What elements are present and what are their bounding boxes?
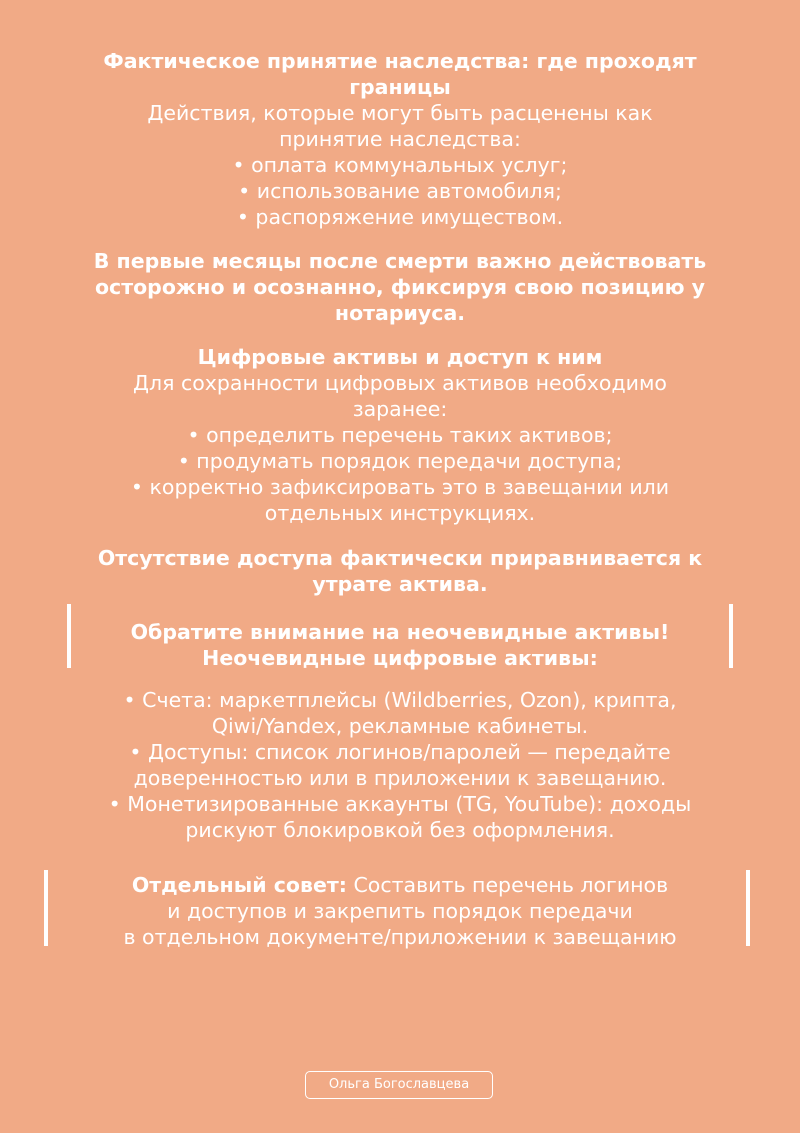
callout-non-obvious-assets — [60, 619, 740, 671]
list-item: доверенностью или в приложении к завещанию. — [133, 766, 667, 790]
notice-text: осторожно и осознанно, фиксируя свою позицию у — [94, 275, 706, 299]
notice-text: утрате актива. — [312, 572, 488, 596]
notice-text: Отсутствие доступа фактически приравнивается к — [97, 546, 703, 570]
notice-text: В первые месяцы после смерти важно действовать — [93, 249, 707, 273]
section-inheritance — [60, 48, 740, 230]
advice-label: Отдельный совет: — [131, 873, 347, 897]
list-item: • Доступы: список логинов/паролей — передайте — [129, 740, 671, 764]
assets-list — [60, 687, 740, 843]
body-text: Действия, которые могут быть расценены как — [147, 101, 653, 125]
list-item: • продумать порядок передачи доступа; — [177, 449, 623, 473]
list-item: • оплата коммунальных услуг; — [232, 153, 568, 177]
list-item: Qiwi/Yandex, рекламные кабинеты. — [211, 714, 589, 738]
body-text: Для сохранности цифровых активов необходимо — [133, 371, 667, 395]
advice-text: Составить перечень логинов — [346, 873, 669, 897]
list-item: • Монетизированные аккаунты (TG, YouTube): доходы — [108, 792, 692, 816]
list-item: • корректно зафиксировать это в завещании или — [130, 475, 670, 499]
advice-bar-left — [44, 870, 48, 946]
list-item: • Счета: маркетплейсы (Wildberries, Ozon), крипта, — [123, 688, 677, 712]
section-digital-assets — [60, 344, 740, 526]
advice-block — [60, 872, 740, 950]
notice-access-loss — [60, 545, 740, 597]
list-item: • определить перечень таких активов; — [187, 423, 613, 447]
notice-first-months — [60, 248, 740, 326]
list-item: • использование автомобиля; — [238, 179, 562, 203]
advice-line: в отдельном документе/приложении к завещанию — [123, 925, 677, 949]
author-badge: Ольга Богославцева — [305, 1071, 493, 1099]
advice-line: и доступов и закрепить порядок передачи — [167, 899, 633, 923]
section-title: Фактическое принятие наследства: где проходят — [103, 49, 697, 73]
list-item: отдельных инструкциях. — [264, 501, 536, 525]
advice-line — [60, 872, 740, 898]
advice-bar-right — [746, 870, 750, 946]
section-title: границы — [349, 75, 451, 99]
list-item: рискуют блокировкой без оформления. — [185, 818, 615, 842]
callout-text: Обратите внимание на неочевидные активы! — [130, 620, 670, 644]
callout-text: Неочевидные цифровые активы: — [202, 646, 598, 670]
notice-text: нотариуса. — [334, 301, 466, 325]
section-title: Цифровые активы и доступ к ним — [197, 345, 603, 369]
body-text: принятие наследства: — [279, 127, 521, 151]
body-text: заранее: — [352, 397, 448, 421]
list-item: • распоряжение имуществом. — [236, 205, 564, 229]
